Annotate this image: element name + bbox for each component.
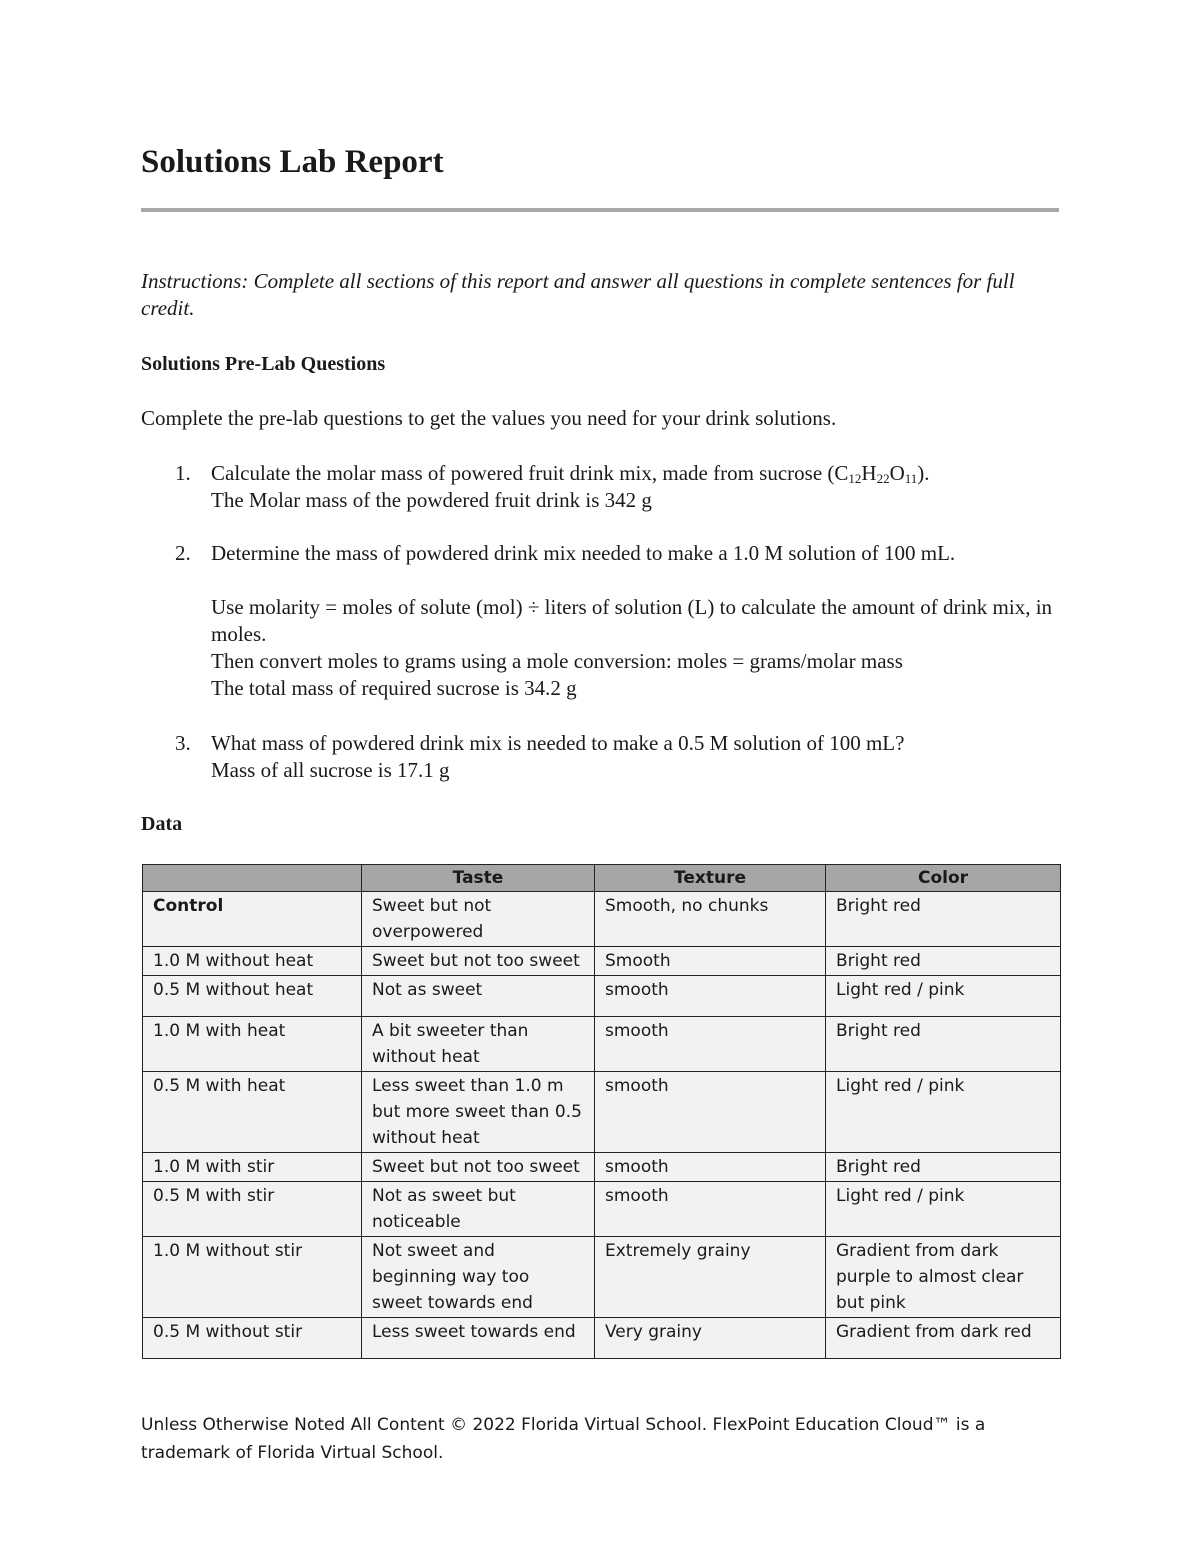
header-taste: Taste: [362, 865, 595, 892]
data-table: [142, 864, 1061, 1359]
color-cell: Light red / pink: [826, 1072, 1061, 1153]
texture-cell: smooth: [595, 1017, 826, 1072]
header-texture: Texture: [595, 865, 826, 892]
texture-cell: Very grainy: [595, 1318, 826, 1359]
header-color: Color: [826, 865, 1061, 892]
taste-cell: Sweet but not overpowered: [362, 892, 595, 947]
question-3-answer: Mass of all sucrose is 17.1 g: [211, 758, 450, 782]
data-heading: Data: [141, 813, 183, 835]
question-2-hint-1: Use molarity = moles of solute (mol) ÷ liters of solution (L) to calculate the amount of drink mix, in moles.: [211, 595, 1053, 646]
page-title: Solutions Lab Report: [141, 144, 444, 180]
texture-cell: smooth: [595, 1072, 826, 1153]
table-row: [143, 976, 1061, 1017]
color-cell: Light red / pink: [826, 1182, 1061, 1237]
instructions-text: Instructions: Complete all sections of this report and answer all questions in complete sentences for full credit.: [141, 269, 1015, 320]
texture-cell: Smooth, no chunks: [595, 892, 826, 947]
taste-cell: Not as sweet: [362, 976, 595, 1017]
texture-cell: smooth: [595, 1182, 826, 1237]
color-cell: Bright red: [826, 892, 1061, 947]
texture-cell: smooth: [595, 976, 826, 1017]
color-cell: Gradient from dark purple to almost clear but pink: [826, 1237, 1061, 1318]
question-3: [211, 730, 1059, 784]
table-row: [143, 1017, 1061, 1072]
copyright-footer: Unless Otherwise Noted All Content © 2022 Florida Virtual School. FlexPoint Education Cloud™ is a trademark of Florida Virtual School.: [141, 1415, 986, 1463]
taste-cell: Less sweet than 1.0 m but more sweet than 0.5 without heat: [362, 1072, 595, 1153]
table-row: [143, 1318, 1061, 1359]
color-cell: Bright red: [826, 947, 1061, 976]
prelab-intro: Complete the pre-lab questions to get the values you need for your drink solutions.: [141, 406, 837, 430]
question-1-text: Calculate the molar mass of powered fruit drink mix, made from sucrose $(C_{12}H_{22}O_{11})$.: [211, 461, 930, 486]
question-2-number: 2.: [175, 541, 191, 565]
table-row: [143, 892, 1061, 947]
question-3-number: 3.: [175, 731, 191, 755]
question-2-hint-2: Then convert moles to grams using a mole conversion: moles = grams/molar mass: [211, 649, 903, 673]
table-row: [143, 1182, 1061, 1237]
taste-cell: Sweet but not too sweet: [362, 1153, 595, 1182]
taste-cell: Sweet but not too sweet: [362, 947, 595, 976]
row-label: 1.0 M with heat: [143, 1017, 362, 1072]
color-cell: Gradient from dark red: [826, 1318, 1061, 1359]
table-row: [143, 1153, 1061, 1182]
taste-cell: Less sweet towards end: [362, 1318, 595, 1359]
row-label: 0.5 M without heat: [143, 976, 362, 1017]
taste-cell: Not sweet and beginning way too sweet towards end: [362, 1237, 595, 1318]
row-label: 1.0 M without heat: [143, 947, 362, 976]
taste-cell: A bit sweeter than without heat: [362, 1017, 595, 1072]
row-label: 0.5 M with heat: [143, 1072, 362, 1153]
texture-cell: Smooth: [595, 947, 826, 976]
row-label: Control: [143, 892, 362, 947]
table-row: [143, 1237, 1061, 1318]
row-label: 0.5 M without stir: [143, 1318, 362, 1359]
row-label: 1.0 M with stir: [143, 1153, 362, 1182]
question-1: [211, 460, 1059, 514]
color-cell: Bright red: [826, 1153, 1061, 1182]
row-label: 0.5 M with stir: [143, 1182, 362, 1237]
prelab-heading: Solutions Pre-Lab Questions: [141, 353, 386, 375]
question-2: [211, 540, 1059, 702]
question-2-text: Determine the mass of powdered drink mix needed to make a 1.0 M solution of 100 mL.: [211, 541, 956, 565]
table-row: [143, 947, 1061, 976]
color-cell: Bright red: [826, 1017, 1061, 1072]
title-divider: [141, 208, 1059, 212]
question-1-number: 1.: [175, 461, 191, 485]
texture-cell: smooth: [595, 1153, 826, 1182]
row-label: 1.0 M without stir: [143, 1237, 362, 1318]
header-blank: [143, 865, 362, 892]
question-2-answer: The total mass of required sucrose is 34.2 g: [211, 676, 577, 700]
table-header-row: [143, 865, 1061, 892]
taste-cell: Not as sweet but noticeable: [362, 1182, 595, 1237]
question-1-answer: The Molar mass of the powdered fruit drink is 342 g: [211, 488, 652, 512]
texture-cell: Extremely grainy: [595, 1237, 826, 1318]
question-3-text: What mass of powdered drink mix is needed to make a 0.5 M solution of 100 mL?: [211, 731, 905, 755]
table-row: [143, 1072, 1061, 1153]
color-cell: Light red / pink: [826, 976, 1061, 1017]
